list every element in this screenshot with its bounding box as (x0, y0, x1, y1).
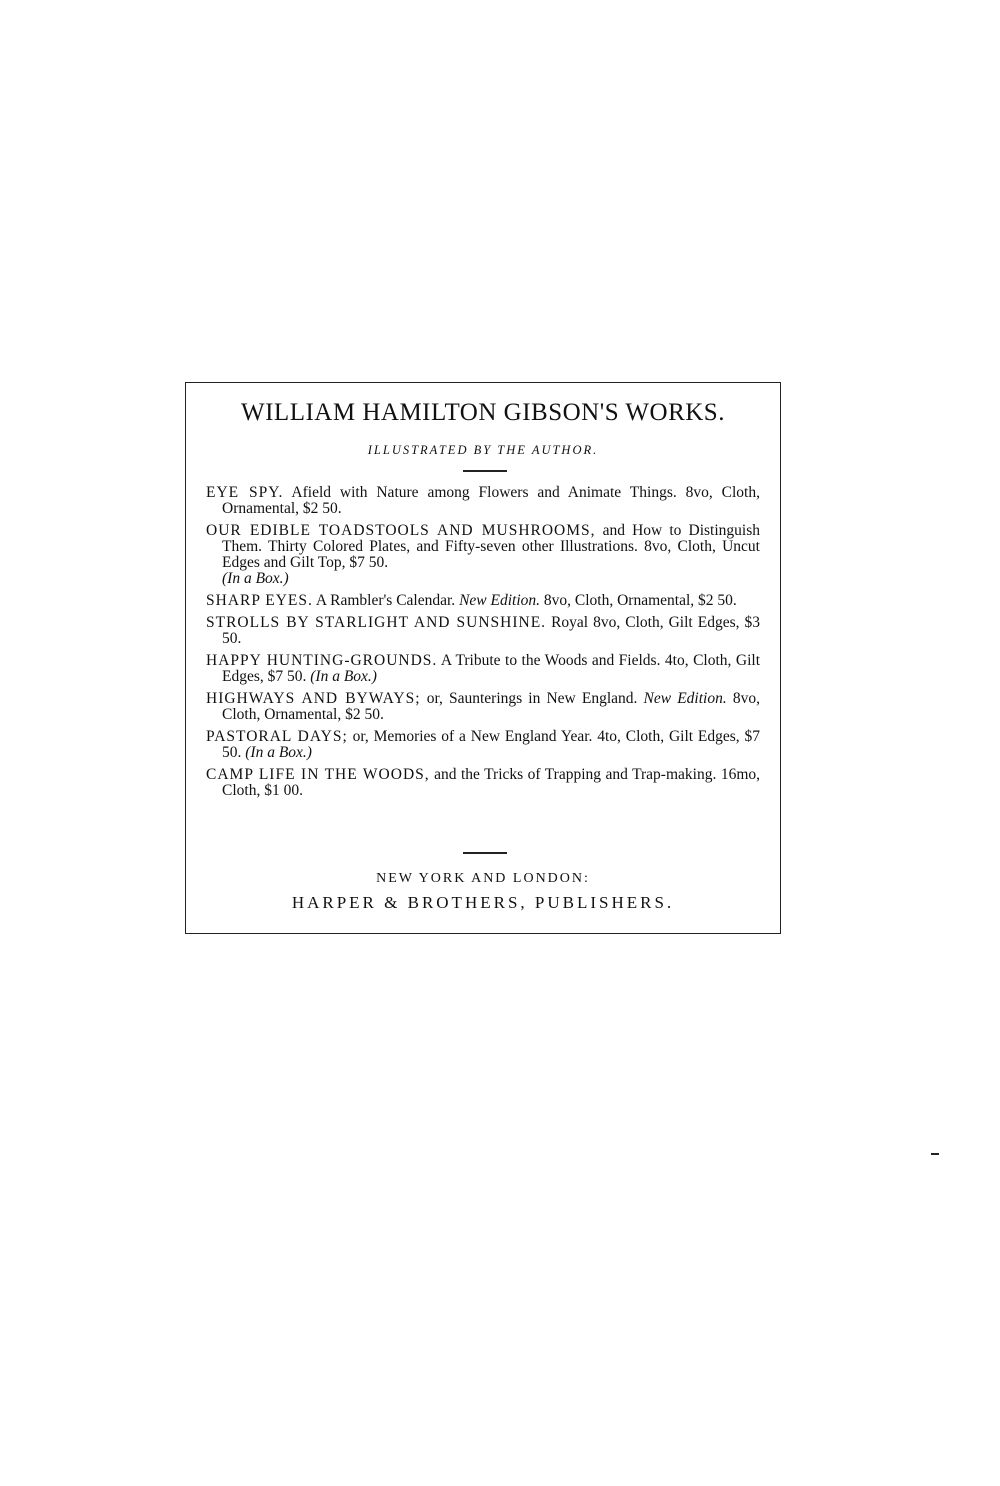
publisher-name: HARPER & BROTHERS, PUBLISHERS. (291, 893, 675, 912)
edition-note: New Edition. (459, 592, 541, 609)
book-title: OUR EDIBLE TOADSTOOLS AND MUSHROOMS, (206, 522, 596, 539)
divider-rule-top (463, 470, 507, 472)
book-description: or, Memories of a New England Year. 4to, Cloth, Gilt Edges, $7 50. (222, 728, 760, 761)
list-item-eye-spy (206, 485, 760, 517)
edition-note: New Edition. (643, 690, 727, 707)
book-description: Royal 8vo, Cloth, Gilt Edges, $3 50. (222, 614, 761, 647)
book-description: A Rambler's Calendar. (312, 592, 460, 609)
stray-ink-mark (931, 1153, 939, 1155)
list-item-highways-byways (206, 691, 760, 723)
list-item-edible-toadstools (206, 523, 760, 587)
book-title: STROLLS BY STARLIGHT AND SUNSHINE. (206, 614, 547, 631)
imprint-line: NEW YORK AND LONDON: (376, 871, 590, 886)
book-description: and How to Distinguish Them. Thirty Colored Plates, and Fifty-seven other Illustrations. 8vo, Cloth, Uncut Edges and Gilt Top, $7 50. (222, 522, 760, 571)
book-title: SHARP EYES. (206, 592, 313, 609)
box-note: (In a Box.) (310, 668, 377, 685)
book-title: HIGHWAYS AND BYWAYS; (206, 690, 421, 707)
book-description: and the Tricks of Trapping and Trap-making. 16mo, Cloth, $1 00. (222, 766, 760, 799)
list-item-camp-life (206, 767, 760, 799)
book-title: HAPPY HUNTING-GROUNDS. (206, 652, 438, 669)
box-note: (In a Box.) (222, 570, 289, 587)
book-title: PASTORAL DAYS; (206, 728, 348, 745)
works-list (206, 485, 760, 805)
advertisement-box (185, 382, 781, 934)
book-description: A Tribute to the Woods and Fields. 4to, Cloth, Gilt Edges, $7 50. (222, 652, 761, 685)
book-description: Afield with Nature among Flowers and Animate Things. 8vo, Cloth, Ornamental, $2 50. (222, 484, 760, 517)
list-item-sharp-eyes (206, 593, 760, 609)
divider-rule-bottom (463, 852, 507, 854)
book-description: or, Saunterings in New England. (420, 690, 644, 707)
list-item-happy-hunting-grounds (206, 653, 760, 685)
book-title: EYE SPY. (206, 484, 284, 501)
book-title: CAMP LIFE IN THE WOODS, (206, 766, 430, 783)
list-item-pastoral-days (206, 729, 760, 761)
list-item-strolls (206, 615, 760, 647)
box-note: (In a Box.) (245, 744, 312, 761)
advert-title: WILLIAM HAMILTON GIBSON'S WORKS. (241, 399, 725, 426)
book-description-price: 8vo, Cloth, Ornamental, $2 50. (222, 690, 760, 723)
advert-subtitle: ILLUSTRATED BY THE AUTHOR. (367, 443, 599, 457)
book-description-price: 8vo, Cloth, Ornamental, $2 50. (540, 592, 737, 609)
